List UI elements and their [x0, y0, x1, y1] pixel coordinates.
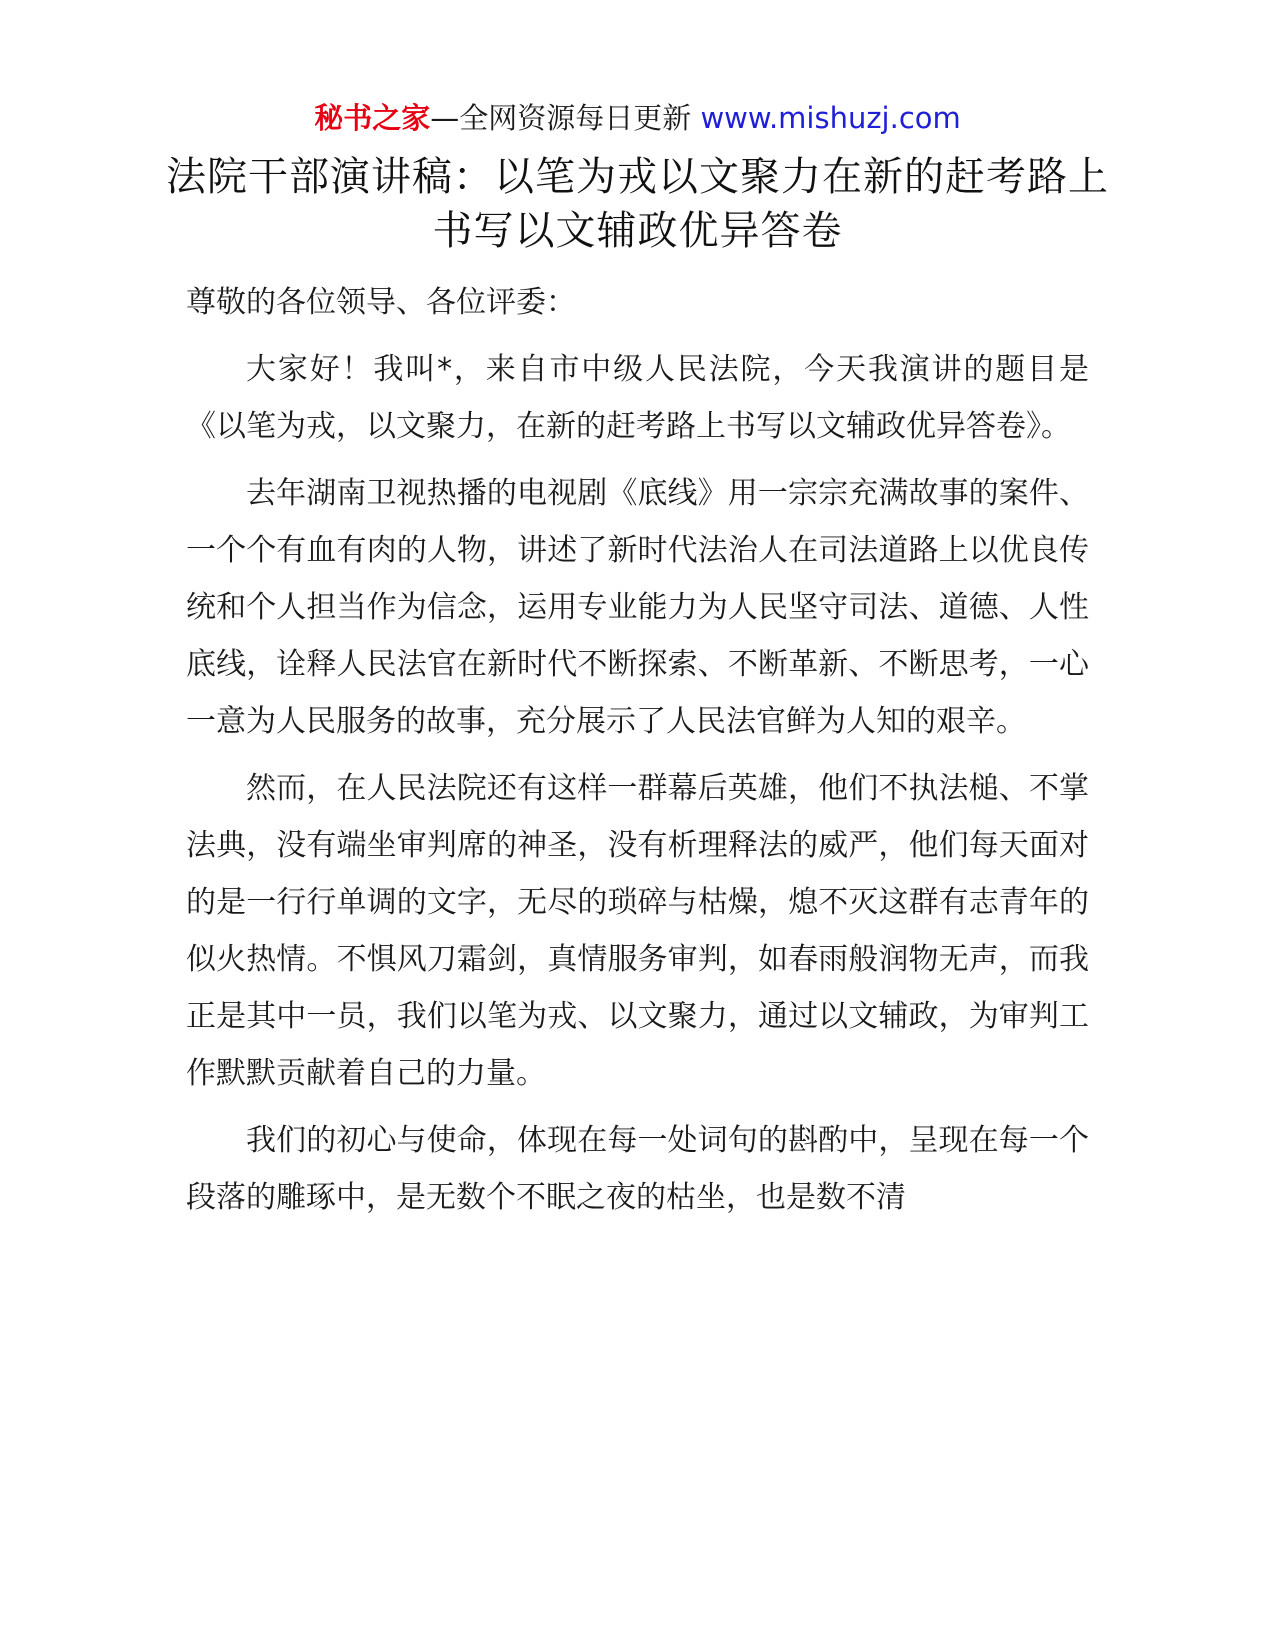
header-slogan: —全网资源每日更新: [430, 101, 692, 135]
salutation: 尊敬的各位领导、各位评委：: [186, 285, 576, 320]
document-body: [186, 274, 1089, 1236]
paragraph-3: 然而，在人民法院还有这样一群幕后英雄，他们不执法槌、不掌法典，没有端坐审判席的神圣，没有析理释法的威严，他们每天面对的是一行行单调的文字，无尽的琐碎与枯燥，熄不灭这群有志青年的似火热情。不惧风刀霜剑，真情服务审判，如春雨般润物无声，而我正是其中一员，我们以笔为戎、以文聚力，通过以文辅政，为审判工作默默贡献着自己的力量。: [186, 771, 1089, 1091]
site-header: [0, 98, 1275, 138]
paragraph-1: 大家好！我叫*，来自市中级人民法院，今天我演讲的题目是《以笔为戎，以文聚力，在新的赶考路上书写以文辅政优异答卷》。: [186, 352, 1089, 444]
brand-name: 秘书之家: [314, 101, 431, 135]
paragraph-2: 去年湖南卫视热播的电视剧《底线》用一宗宗充满故事的案件、一个个有血有肉的人物，讲述了新时代法治人在司法道路上以优良传统和个人担当作为信念，运用专业能力为人民坚守司法、道德、人性底线，诠释人民法官在新时代不断探索、不断革新、不断思考，一心一意为人民服务的故事，充分展示了人民法官鲜为人知的艰辛。: [186, 476, 1089, 739]
site-url-link[interactable]: www.mishuzj.com: [700, 101, 961, 135]
paragraph-4: 我们的初心与使命，体现在每一处词句的斟酌中，呈现在每一个段落的雕琢中，是无数个不眠之夜的枯坐，也是数不清: [186, 1123, 1089, 1215]
document-title: 法院干部演讲稿：以笔为戎以文聚力在新的赶考路上书写以文辅政优异答卷: [166, 154, 1109, 254]
